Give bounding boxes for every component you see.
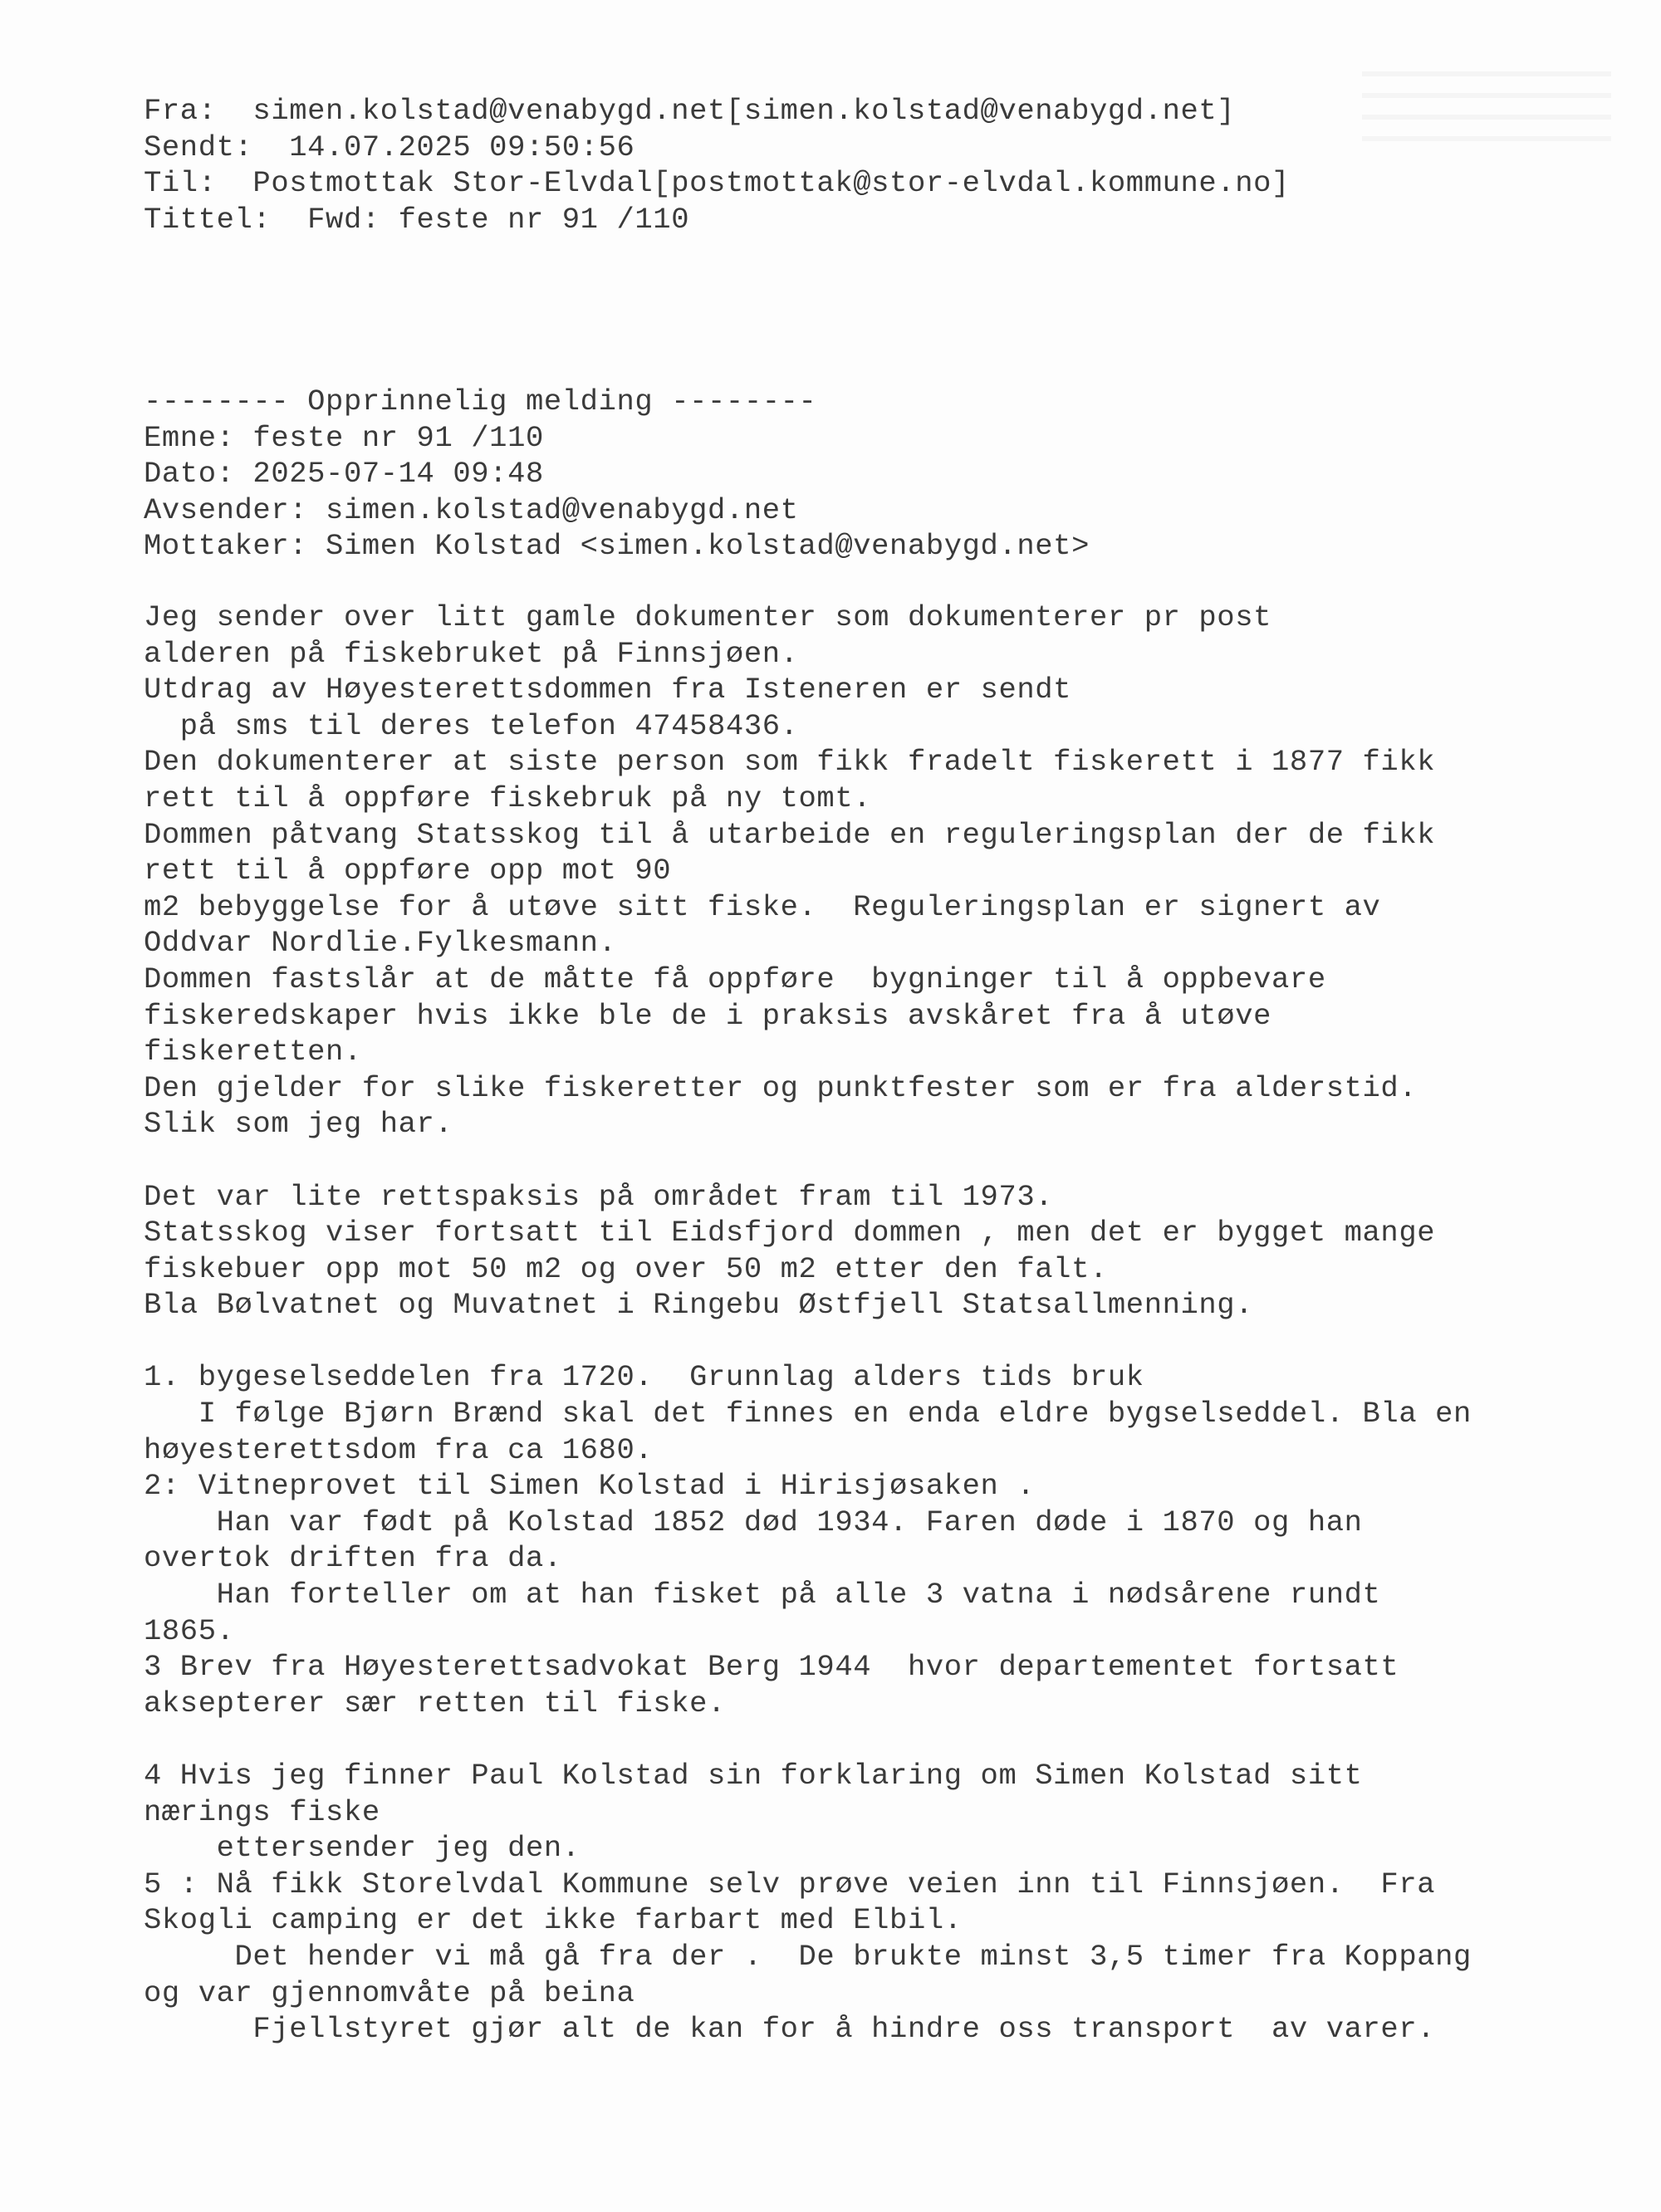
body-line: Oddvar Nordlie.Fylkesmann.: [144, 926, 617, 961]
header-from: Fra: simen.kolstad@venabygd.net[simen.kolstad@venabygd.net]: [144, 94, 1236, 128]
body-line: rett til å oppføre opp mot 90: [144, 854, 672, 888]
original-divider: -------- Opprinnelig melding --------: [144, 384, 817, 418]
body-line: ettersender jeg den.: [144, 1831, 581, 1866]
body-line: Skogli camping er det ikke farbart med Elbil.: [144, 1903, 963, 1938]
body-line: Han forteller om at han fisket på alle 3 vatna i nødsårene rundt: [144, 1578, 1381, 1613]
body-line: 2: Vitneprovet til Simen Kolstad i Hirisjøsaken .: [144, 1469, 1036, 1504]
paragraph-2: [144, 1179, 1472, 1324]
body-line: 4 Hvis jeg finner Paul Kolstad sin forklaring om Simen Kolstad sitt: [144, 1759, 1363, 1793]
body-line: fiskeredskaper hvis ikke ble de i praksis avskåret fra å utøve: [144, 998, 1272, 1033]
header-sent: Sendt: 14.07.2025 09:50:56: [144, 130, 635, 164]
paragraph-1: [144, 599, 1472, 1143]
header-title: Tittel: Fwd: feste nr 91 /110: [144, 202, 690, 237]
body-line: 3 Brev fra Høyesterettsadvokat Berg 1944 hvor departementet fortsatt: [144, 1650, 1399, 1685]
body-line: Det var lite rettspaksis på området fram til 1973.: [144, 1179, 1054, 1214]
body-line: Den gjelder for slike fiskeretter og punktfester som er fra alderstid.: [144, 1070, 1418, 1105]
body-line: og var gjennomvåte på beina: [144, 1975, 635, 2010]
body-line: fiskeretten.: [144, 1035, 362, 1069]
body-line: Utdrag av Høyesterettsdommen fra Isteneren er sendt: [144, 673, 1072, 707]
body-line: Slik som jeg har.: [144, 1107, 453, 1142]
paragraph-4: [144, 1758, 1472, 2048]
paragraph-gap: [144, 1324, 1472, 1360]
body-line: alderen på fiskebruket på Finnsjøen.: [144, 636, 799, 671]
original-message-header: [144, 384, 1090, 565]
body-line: Den dokumenterer at siste person som fikk fradelt fiskerett i 1877 fikk: [144, 745, 1436, 780]
email-header: [144, 93, 1290, 237]
original-subject: Emne: feste nr 91 /110: [144, 420, 544, 455]
body-line: overtok driften fra da.: [144, 1541, 562, 1576]
body-line: 1. bygeselseddelen fra 1720. Grunnlag alders tids bruk: [144, 1360, 1144, 1395]
body-line: aksepterer sær retten til fiske.: [144, 1686, 726, 1720]
body-line: Dommen påtvang Statsskog til å utarbeide en reguleringsplan der de fikk: [144, 817, 1436, 852]
message-body: [144, 599, 1472, 2048]
body-line: fiskebuer opp mot 50 m2 og over 50 m2 etter den falt.: [144, 1251, 1108, 1286]
body-line: Det hender vi må gå fra der . De brukte minst 3,5 timer fra Koppang: [144, 1939, 1472, 1974]
body-line: Jeg sender over litt gamle dokumenter som dokumenterer pr post: [144, 600, 1272, 634]
header-to: Til: Postmottak Stor-Elvdal[postmottak@stor-elvdal.kommune.no]: [144, 166, 1290, 201]
original-recipient: Mottaker: Simen Kolstad <simen.kolstad@venabygd.net>: [144, 529, 1090, 564]
body-line: på sms til deres telefon 47458436.: [144, 708, 799, 743]
body-line: Bla Bølvatnet og Muvatnet i Ringebu Østfjell Statsallmenning.: [144, 1288, 1254, 1323]
body-line: nærings fiske: [144, 1794, 380, 1829]
original-sender: Avsender: simen.kolstad@venabygd.net: [144, 492, 799, 527]
bleed-through-shadow: [1362, 66, 1611, 141]
body-line: Statsskog viser fortsatt til Eidsfjord dommen , men det er bygget mange: [144, 1216, 1436, 1250]
body-line: 1865.: [144, 1613, 235, 1648]
paragraph-3: [144, 1359, 1472, 1721]
body-line: høyesterettsdom fra ca 1680.: [144, 1432, 654, 1467]
body-line: 5 : Nå fikk Storelvdal Kommune selv prøve veien inn til Finnsjøen. Fra: [144, 1867, 1436, 1901]
body-line: m2 bebyggelse for å utøve sitt fiske. Reguleringsplan er signert av: [144, 889, 1381, 924]
body-line: Dommen fastslår at de måtte få oppføre bygninger til å oppbevare: [144, 962, 1326, 996]
paragraph-gap: [144, 1721, 1472, 1758]
body-line: rett til å oppføre fiskebruk på ny tomt.: [144, 781, 872, 815]
body-line: I følge Bjørn Brænd skal det finnes en enda eldre bygselseddel. Bla en: [144, 1397, 1472, 1431]
original-date: Dato: 2025-07-14 09:48: [144, 457, 544, 492]
body-line: Han var født på Kolstad 1852 død 1934. Faren døde i 1870 og han: [144, 1505, 1363, 1539]
body-line: Fjellstyret gjør alt de kan for å hindre oss transport av varer.: [144, 2012, 1436, 2047]
paragraph-gap: [144, 1143, 1472, 1179]
